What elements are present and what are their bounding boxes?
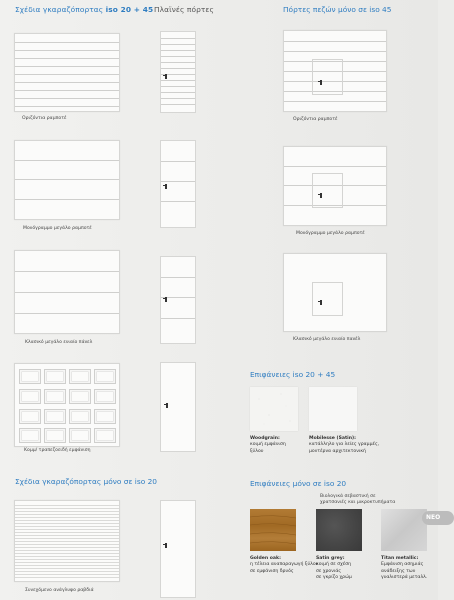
- side-door-ribbed: [160, 500, 196, 598]
- side-door-medium-grooves: [160, 140, 196, 228]
- header-surfaces-20-45: Επιφάνειες iso 20 + 45: [250, 370, 336, 379]
- caption-horizontal-grooves: Οριζόντια ραμποτέ: [22, 116, 67, 121]
- note-satin-grey: Βιολογικά σεβαστική σε χρατσανιές και μικροκτυπήματα: [320, 494, 396, 506]
- garage-door-medium-grooves: [14, 140, 120, 220]
- new-badge: NEO: [422, 511, 454, 525]
- swatch-woodgrain: [250, 387, 298, 431]
- side-door-horizontal-grooves: [160, 31, 196, 113]
- door-handle-icon: [320, 193, 322, 198]
- header-pedestrian-doors: Πόρτες πεζών μόνο σε iso 45: [283, 5, 392, 14]
- door-handle-icon: [165, 297, 167, 302]
- swatch-satin-grey: [316, 509, 362, 551]
- door-handle-icon: [320, 80, 322, 85]
- label-woodgrain: Woodgrain: κοιμή εμφάνιση ξύλου: [250, 436, 286, 454]
- caption-classic-big-panel: Κλασικό μεγάλο ενιαίο πάνελ: [25, 340, 93, 345]
- label-titan-metallic: Titan metallic: Εμφάνιση ασημιάς ανάδειξης των γυαλιστερά μεταλλ.: [381, 556, 428, 581]
- garage-door-horizontal-grooves: [14, 33, 120, 112]
- header-surfaces-only-20: Επιφάνειες μόνο σε iso 20: [250, 479, 347, 488]
- garage-door-classic-panel: [14, 250, 120, 334]
- door-handle-icon: [320, 300, 322, 305]
- header-side-doors: Πλαϊνές πόρτες: [154, 5, 214, 14]
- caption-medium-big-grooves-ped: Μονόγραμμο μεγάλο ραμποτέ: [296, 231, 365, 236]
- door-handle-icon: [165, 543, 167, 548]
- caption-medium-big-grooves: Μονόγραμμο μεγάλο ραμποτέ: [23, 226, 92, 231]
- door-handle-icon: [165, 74, 167, 79]
- door-handle-icon: [165, 184, 167, 189]
- swatch-golden-oak: [250, 509, 296, 551]
- caption-horizontal-grooves-ped: Οριζόντια ραμποτέ: [293, 117, 338, 122]
- pedestrian-door-classic-panel: [283, 253, 387, 332]
- door-handle-icon: [166, 403, 168, 408]
- label-satin-grey: Satin grey: κοιμή σε σχέση σε χρονιάς σε γκρίζο χρώμ: [316, 556, 352, 581]
- garage-door-ribbed: [14, 500, 120, 582]
- side-door-cassette: [160, 362, 196, 452]
- caption-cassette: Κομμ/ τραπεζοειδή εμφάνιση: [24, 448, 91, 453]
- garage-door-cassette: [14, 363, 120, 447]
- wood-grain-icon: [250, 509, 296, 551]
- header-garage-only-20: Σχέδια γκαραζόπορτας μόνο σε iso 20: [15, 477, 157, 486]
- label-mobilesse: Mobilesse (Satin): κατάλληλο για λείες γραμμές, μοντέρνα αρχιτεκτονική: [309, 436, 380, 454]
- label-golden-oak: Golden oak: η τέλεια αναπαραγωγή ξύλου σε εμφάνιση δρυός: [250, 556, 319, 574]
- pedestrian-door-horizontal-grooves: [283, 30, 387, 112]
- side-door-classic-panel: [160, 256, 196, 344]
- swatch-mobilesse-satin: [309, 387, 357, 431]
- header-garage-designs-20-45: Σχέδια γκαραζόπορτας iso 20 + 45: [15, 5, 154, 14]
- woodgrain-texture-icon: [250, 387, 298, 431]
- pedestrian-door-medium-grooves: [283, 146, 387, 226]
- swatch-titan-metallic: [381, 509, 427, 551]
- caption-ribbed: Συνεχόμενο ανάγλυφο ραβδιά: [25, 588, 94, 593]
- caption-classic-big-panel-ped: Κλασικό μεγάλο ενιαίο πανέλ: [293, 337, 361, 342]
